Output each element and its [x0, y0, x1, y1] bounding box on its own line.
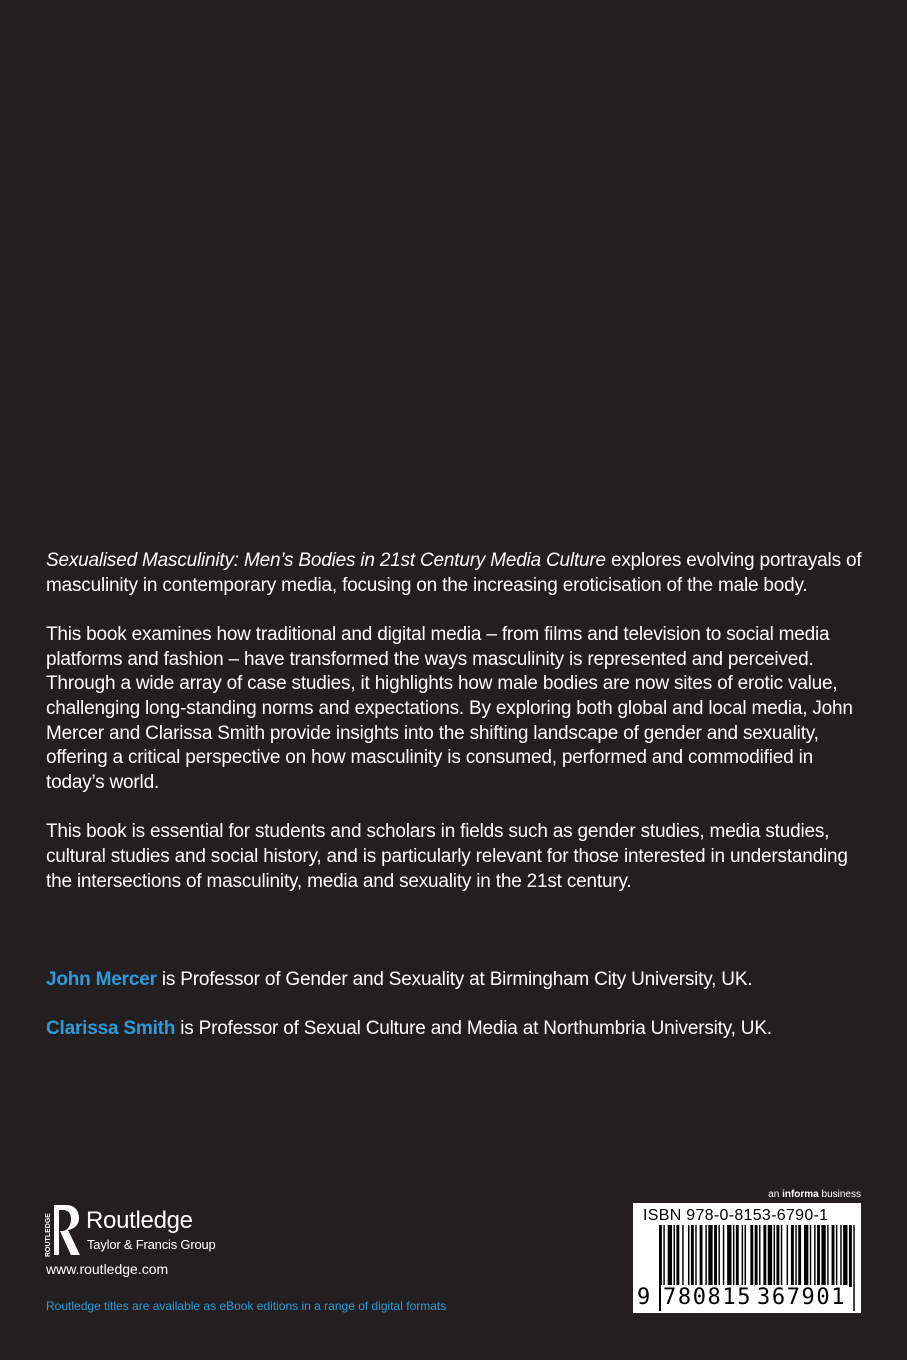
publisher-group: Taylor & Francis Group — [87, 1237, 216, 1252]
author-name-smith: Clarissa Smith — [46, 1018, 176, 1039]
barcode-bar — [804, 1225, 808, 1287]
description-paragraph-3: This book is essential for students and scholars in fields such as gender studies, media studies, cultural studies and social history, and is particularly relevant for those interested in understanding the intersections of masculinity, media and sexuality in the 21st century. — [46, 821, 848, 892]
barcode-bar — [688, 1225, 689, 1287]
barcode-bar — [705, 1225, 706, 1287]
publisher-website: www.routledge.com — [46, 1261, 169, 1277]
barcode-bar — [668, 1225, 672, 1287]
barcode-bar — [700, 1225, 703, 1287]
barcode-bar — [836, 1225, 837, 1287]
barcode-bar — [849, 1225, 852, 1287]
barcode-bar — [718, 1225, 719, 1287]
publisher-name: Routledge — [86, 1207, 193, 1234]
author-bios — [46, 967, 876, 1065]
routledge-vertical-wordmark — [42, 1205, 52, 1257]
author-bio-text-mercer: is Professor of Gender and Sexuality at Birmingham City University, UK. — [156, 969, 753, 990]
book-description — [46, 549, 866, 919]
barcode-bar — [750, 1225, 753, 1287]
description-paragraph-1-text: explores evolving portrayals of masculinity in contemporary media, focusing on the increasing eroticisation of the male body. — [46, 550, 862, 596]
barcode-bar — [674, 1225, 675, 1287]
barcode-bar — [727, 1225, 731, 1287]
description-paragraph-1 — [46, 549, 866, 598]
isbn-barcode — [633, 1203, 861, 1313]
barcode-bar — [755, 1225, 758, 1287]
barcode-bar — [791, 1225, 794, 1287]
barcode-bar — [832, 1225, 835, 1287]
barcode-bar — [853, 1225, 854, 1311]
informa-suffix: business — [818, 1189, 861, 1200]
barcode-bar — [695, 1225, 696, 1287]
barcode-bar — [682, 1225, 683, 1287]
author-name-mercer: John Mercer — [46, 969, 157, 990]
barcode-bar — [774, 1225, 775, 1287]
informa-prefix: an — [768, 1189, 783, 1200]
svg-text:ROUTLEDGE: ROUTLEDGE — [45, 1213, 52, 1257]
barcode-bar — [723, 1225, 724, 1287]
barcode-bar — [840, 1225, 841, 1287]
barcode-bar — [814, 1225, 815, 1287]
barcode-bar — [810, 1225, 811, 1287]
barcode-digits-right: 367901 — [757, 1285, 847, 1310]
barcode-bar — [787, 1225, 788, 1287]
barcode-bar — [763, 1225, 766, 1287]
barcode-bar — [798, 1225, 801, 1287]
barcode-bar — [821, 1225, 825, 1287]
barcode-bar — [742, 1225, 743, 1287]
barcode-bar — [843, 1225, 847, 1287]
barcode-bar — [817, 1225, 820, 1287]
barcode-bar — [714, 1225, 717, 1287]
barcode-bar — [768, 1225, 772, 1287]
book-title-italic: Sexualised Masculinity: Men’s Bodies in 21st Century Media Culture — [46, 550, 606, 571]
barcode-bar — [745, 1225, 746, 1287]
barcode-bar — [736, 1225, 739, 1287]
barcode-bar — [827, 1225, 828, 1287]
author-bio-smith — [46, 1016, 876, 1042]
informa-brand: informa — [782, 1189, 819, 1200]
barcode-bar — [708, 1225, 712, 1287]
author-bio-mercer — [46, 967, 876, 993]
isbn-label: ISBN 978-0-8153-6790-1 — [643, 1207, 829, 1224]
barcode-bar — [795, 1225, 796, 1287]
barcode-bar — [733, 1225, 734, 1287]
barcode-bar — [781, 1225, 782, 1287]
informa-tagline — [768, 1188, 861, 1201]
barcode-bar — [776, 1225, 779, 1287]
author-bio-text-smith: is Professor of Sexual Culture and Media at Northumbria University, UK. — [175, 1018, 772, 1039]
barcode-digit-first: 9 — [637, 1285, 651, 1310]
barcode-digits-left: 780815 — [663, 1285, 753, 1310]
barcode-bar — [691, 1225, 694, 1287]
ebook-note: Routledge titles are available as eBook editions in a range of digital formats — [46, 1299, 447, 1313]
description-paragraph-2: This book examines how traditional and digital media – from films and television to social media platforms and fashion – have transformed the ways masculinity is represented and perceived. Through a wide array of case studies, it highlights how male bodies are now sites of erotic value, challenging long-standing norms and expectations. By exploring both global and local media, John Mercer and Clarissa Smith provide insights into the shifting landscape of gender and sexuality, offering a critical perspective on how masculinity is consumed, performed and commodified in today’s world. — [46, 624, 853, 793]
publisher-logo — [42, 1203, 302, 1263]
barcode-bar — [676, 1225, 679, 1287]
